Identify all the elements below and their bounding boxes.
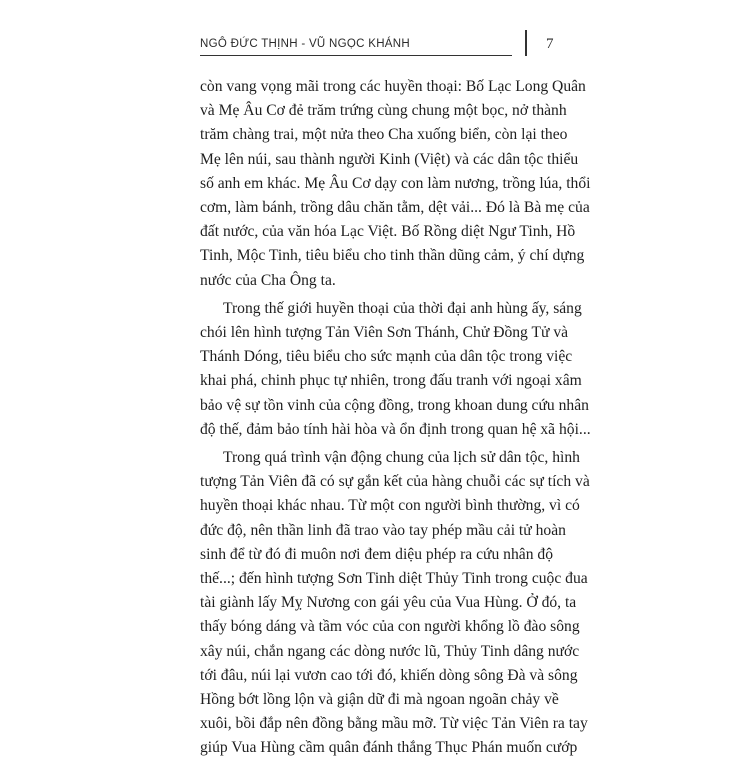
text-line: tài giành lấy Mỵ Nương con gái yêu của Vua Hùng. Ở đó, ta	[200, 594, 577, 612]
text-line: thế...; đến hình tượng Sơn Tinh diệt Thủy Tinh trong cuộc đua	[200, 570, 588, 588]
paragraph	[200, 297, 591, 442]
text-line: trăm chàng trai, một nửa theo Cha xuống biển, còn lại theo	[200, 126, 568, 144]
text-line: đức độ, nên thần linh đã trao vào tay phép mầu cải tử hoàn	[200, 521, 566, 539]
text-line: xuôi, bồi đắp nên đồng bằng mầu mỡ. Từ việc Tản Viên ra tay	[200, 715, 588, 733]
text-line: sinh để từ đó đi muôn nơi đem diệu phép ra cứu nhân độ	[200, 545, 553, 563]
text-line: còn vang vọng mãi trong các huyền thoại: Bố Lạc Long Quân	[200, 78, 586, 95]
text-line: tượng Tản Viên đã có sự gắn kết của hàng chuỗi các sự tích và	[200, 473, 590, 491]
text-line: Thánh Dóng, tiêu biểu cho sức mạnh của dân tộc trong việc	[200, 348, 573, 366]
text-line: Trong quá trình vận động chung của lịch sử dân tộc, hình	[223, 449, 580, 467]
text-line: chói lên hình tượng Tản Viên Sơn Thánh, Chử Đồng Tử và	[200, 324, 569, 342]
paragraph	[200, 75, 591, 293]
body-text	[200, 75, 591, 761]
text-line: Trong thế giới huyền thoại của thời đại anh hùng ấy, sáng	[223, 299, 582, 317]
text-line: bảo vệ sự tồn vinh của cộng đồng, trong khoan dung cứu nhân	[200, 396, 589, 414]
text-line: số anh em khác. Mẹ Âu Cơ dạy con làm nương, trồng lúa, thổi	[200, 174, 591, 192]
header-rule	[200, 55, 512, 56]
text-line: Tinh, Mộc Tinh, tiêu biểu cho tinh thần dũng cảm, ý chí dựng	[200, 247, 585, 265]
page-number: 7	[546, 36, 554, 52]
running-head: NGÔ ĐỨC THỊNH - VŨ NGỌC KHÁNH	[200, 38, 410, 50]
text-line: khai phá, chinh phục tự nhiên, trong đấu tranh với ngoại xâm	[200, 372, 582, 390]
text-line: giúp Vua Hùng cầm quân đánh thắng Thục Phán muốn cướp	[200, 739, 578, 757]
paragraph	[200, 446, 590, 761]
text-line: tới đâu, núi lại vươn cao tới đó, khiến dòng sông Đà và sông	[200, 666, 578, 684]
text-line: xây núi, chắn ngang các dòng nước lũ, Thủy Tinh dâng nước	[200, 642, 580, 660]
text-line: cơm, làm bánh, trồng dâu chăn tằm, dệt vải... Đó là Bà mẹ của	[200, 199, 590, 217]
text-line: Hồng bớt lồng lộn và giận dữ đi mà ngoan ngoãn chảy về	[200, 691, 559, 709]
header-divider	[525, 30, 527, 56]
text-line: và Mẹ Âu Cơ đẻ trăm trứng cùng chung một bọc, nở thành	[200, 102, 567, 120]
text-line: đất nước, của văn hóa Lạc Việt. Bố Rồng diệt Ngư Tinh, Hồ	[200, 223, 576, 241]
text-line: huyền thoại khác nhau. Từ một con người bình thường, vì có	[200, 497, 580, 515]
text-line: độ thế, đảm bảo tính hài hòa và ổn định trong quan hệ xã hội...	[200, 420, 591, 438]
text-line: Mẹ lên núi, sau thành người Kinh (Việt) và các dân tộc thiểu	[200, 150, 579, 168]
text-line: nước của Cha Ông ta.	[200, 271, 336, 289]
text-line: thấy bóng dáng và tầm vóc của con người khổng lồ đào sông	[200, 618, 580, 636]
